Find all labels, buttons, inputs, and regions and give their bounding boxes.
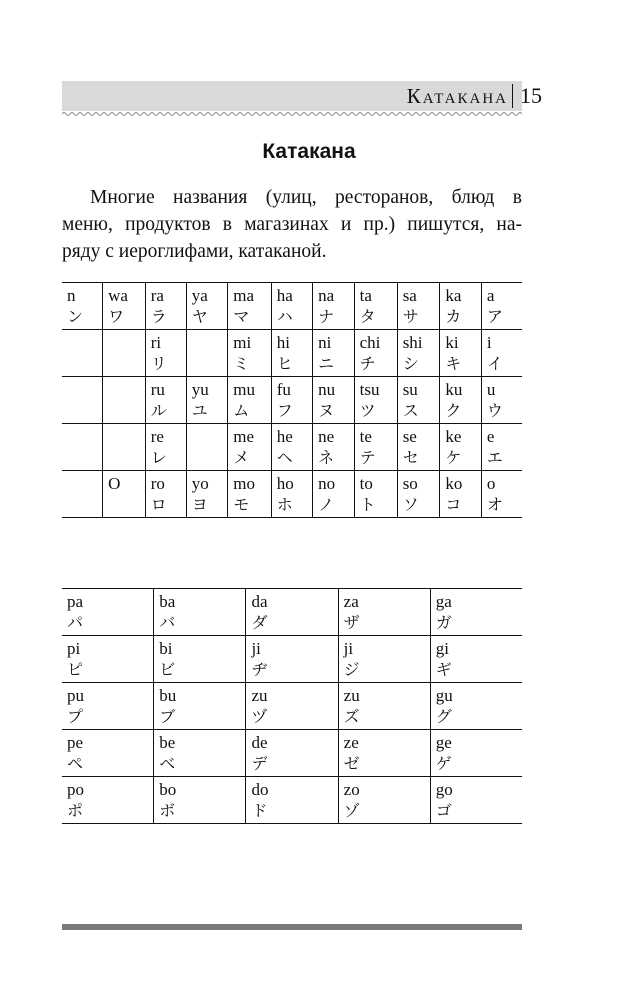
romaji-label: ke xyxy=(445,427,462,446)
table-row xyxy=(62,636,522,683)
kana-glyph: タ xyxy=(359,307,376,326)
kana-glyph: ダ xyxy=(251,613,268,632)
romaji-label: bu xyxy=(159,686,177,705)
kana-glyph: ヂ xyxy=(251,660,268,679)
romaji-label: ge xyxy=(435,733,452,752)
kana-cell xyxy=(186,283,227,330)
kana-glyph: ヒ xyxy=(276,354,293,373)
kana-cell xyxy=(440,377,481,424)
kana-glyph: グ xyxy=(435,707,452,726)
kana-cell xyxy=(228,283,271,330)
romaji-label: shi xyxy=(402,333,423,352)
table-row xyxy=(62,683,522,730)
romaji-label: yu xyxy=(191,380,209,399)
romaji-label: de xyxy=(251,733,268,752)
romaji-label: ze xyxy=(343,733,359,752)
kana-glyph: ホ xyxy=(276,495,293,514)
romaji-label: chi xyxy=(359,333,381,352)
romaji-label: ji xyxy=(343,639,354,658)
kana-cell xyxy=(338,730,430,777)
romaji-label: ru xyxy=(150,380,165,399)
romaji-label: ya xyxy=(191,286,208,305)
kana-cell xyxy=(271,283,312,330)
kana-cell xyxy=(313,424,354,471)
kana-glyph: セ xyxy=(402,448,419,467)
kana-cell xyxy=(145,377,186,424)
kana-cell xyxy=(145,330,186,377)
kana-cell xyxy=(62,589,154,636)
romaji-label: gu xyxy=(435,686,453,705)
kana-glyph: オ xyxy=(486,495,503,514)
kana-glyph: バ xyxy=(159,613,176,632)
kana-cell xyxy=(145,424,186,471)
kana-glyph: ヌ xyxy=(318,401,335,420)
romaji-label: bo xyxy=(159,780,177,799)
romaji-label: ku xyxy=(445,380,463,399)
header-wave-border xyxy=(62,111,522,117)
kana-glyph: サ xyxy=(402,307,419,326)
kana-glyph: リ xyxy=(150,354,167,373)
kana-cell xyxy=(354,377,397,424)
kana-glyph: ケ xyxy=(445,448,462,467)
kana-glyph: ワ xyxy=(108,307,125,326)
romaji-label: ji xyxy=(251,639,261,658)
kana-cell xyxy=(481,377,522,424)
table-row xyxy=(62,283,522,330)
romaji-label: mi xyxy=(233,333,252,352)
kana-glyph: ザ xyxy=(343,613,360,632)
kana-cell xyxy=(313,471,354,518)
romaji-label: re xyxy=(150,427,164,446)
romaji-label: n xyxy=(67,286,76,305)
kana-cell xyxy=(103,330,146,377)
romaji-label: sa xyxy=(402,286,417,305)
kana-glyph: ソ xyxy=(402,495,419,514)
kana-glyph: シ xyxy=(402,354,419,373)
paragraph-line: ряду с иероглифами, катаканой. xyxy=(62,241,327,262)
footer-rule xyxy=(62,924,522,930)
kana-glyph: モ xyxy=(233,495,250,514)
romaji-label: pi xyxy=(67,639,81,658)
kana-glyph: イ xyxy=(486,354,503,373)
kana-glyph: マ xyxy=(233,307,250,326)
romaji-label: ni xyxy=(318,333,332,352)
kana-cell xyxy=(154,730,246,777)
kana-glyph: ベ xyxy=(159,754,176,773)
kana-glyph: ラ xyxy=(150,307,167,326)
kana-cell xyxy=(62,283,103,330)
kana-cell xyxy=(271,377,312,424)
table-row xyxy=(62,424,522,471)
kana-cell xyxy=(430,589,522,636)
romaji-label: da xyxy=(251,592,268,611)
romaji-label: hi xyxy=(276,333,290,352)
kana-cell xyxy=(228,471,271,518)
running-header-section: Катакана xyxy=(406,84,508,108)
romaji-label: zu xyxy=(343,686,360,705)
header-separator xyxy=(512,84,513,108)
romaji-label: so xyxy=(402,474,418,493)
page-title: Катакана xyxy=(262,140,356,163)
kana-cell xyxy=(154,589,246,636)
kana-cell xyxy=(354,471,397,518)
romaji-label: wa xyxy=(108,286,128,305)
romaji-label: no xyxy=(318,474,336,493)
kana-glyph: ヘ xyxy=(276,448,293,467)
romaji-label: zu xyxy=(251,686,268,705)
romaji-label: u xyxy=(486,380,496,399)
romaji-label: gi xyxy=(435,639,449,658)
kana-cell xyxy=(186,377,227,424)
romaji-label: to xyxy=(359,474,373,493)
paragraph-line: меню, продуктов в магазинах и пр.) пишутся, на- xyxy=(62,214,522,235)
kana-glyph: コ xyxy=(445,495,462,514)
kana-cell xyxy=(228,377,271,424)
kana-glyph: ピ xyxy=(67,660,84,679)
kana-glyph: ス xyxy=(402,401,419,420)
romaji-label: na xyxy=(318,286,335,305)
kana-cell xyxy=(397,471,440,518)
kana-glyph: テ xyxy=(359,448,376,467)
kana-glyph: ビ xyxy=(159,660,176,679)
kana-glyph: デ xyxy=(251,754,268,773)
kana-glyph: フ xyxy=(276,401,293,420)
kana-cell xyxy=(154,683,246,730)
kana-glyph: ズ xyxy=(343,707,360,726)
kana-glyph: ゲ xyxy=(435,754,452,773)
kana-glyph: ポ xyxy=(67,801,84,820)
romaji-label: pa xyxy=(67,592,84,611)
kana-cell xyxy=(103,377,146,424)
romaji-label: ma xyxy=(233,286,255,305)
kana-cell xyxy=(338,589,430,636)
kana-glyph: ペ xyxy=(67,754,84,773)
romaji-label: zo xyxy=(343,780,360,799)
romaji-label: ki xyxy=(445,333,459,352)
kana-cell xyxy=(103,283,146,330)
romaji-label: se xyxy=(402,427,417,446)
kana-glyph: パ xyxy=(67,613,84,632)
kana-glyph: ゼ xyxy=(343,754,360,773)
kana-cell xyxy=(62,377,103,424)
kana-cell xyxy=(481,330,522,377)
kana-cell xyxy=(440,471,481,518)
kana-glyph: プ xyxy=(67,707,84,726)
kana-cell xyxy=(430,730,522,777)
romaji-label: ka xyxy=(445,286,462,305)
romaji-label: ra xyxy=(150,286,164,305)
page-number: 15 xyxy=(520,83,542,108)
katakana-voiced-table xyxy=(62,588,522,824)
kana-cell xyxy=(440,424,481,471)
kana-cell xyxy=(440,330,481,377)
romaji-label: O xyxy=(108,474,121,493)
kana-glyph: ク xyxy=(445,401,462,420)
kana-glyph: ガ xyxy=(435,613,452,632)
kana-glyph: ゾ xyxy=(343,801,360,820)
kana-cell xyxy=(271,424,312,471)
kana-cell xyxy=(354,283,397,330)
kana-glyph: メ xyxy=(233,448,250,467)
kana-glyph: ド xyxy=(251,801,268,820)
romaji-label: ri xyxy=(150,333,162,352)
kana-cell xyxy=(430,683,522,730)
kana-cell xyxy=(62,777,154,824)
kana-cell xyxy=(481,424,522,471)
table-row xyxy=(62,589,522,636)
kana-cell xyxy=(246,777,338,824)
romaji-label: pe xyxy=(67,733,84,752)
kana-cell xyxy=(246,683,338,730)
romaji-label: fu xyxy=(276,380,291,399)
romaji-label: ga xyxy=(435,592,452,611)
romaji-label: he xyxy=(276,427,293,446)
kana-cell xyxy=(338,777,430,824)
kana-cell xyxy=(313,283,354,330)
romaji-label: bi xyxy=(159,639,173,658)
kana-glyph: ヤ xyxy=(191,307,208,326)
romaji-label: o xyxy=(486,474,496,493)
katakana-basic-table xyxy=(62,282,522,518)
romaji-label: ne xyxy=(318,427,335,446)
kana-glyph: ム xyxy=(233,401,250,420)
table-row xyxy=(62,377,522,424)
kana-glyph: ブ xyxy=(159,707,176,726)
kana-glyph: カ xyxy=(445,307,462,326)
romaji-label: su xyxy=(402,380,418,399)
kana-cell xyxy=(228,424,271,471)
kana-glyph: チ xyxy=(359,354,376,373)
kana-cell xyxy=(354,424,397,471)
kana-glyph: ニ xyxy=(318,354,335,373)
kana-cell xyxy=(397,283,440,330)
romaji-label: za xyxy=(343,592,359,611)
kana-glyph: ボ xyxy=(159,801,176,820)
kana-cell xyxy=(228,330,271,377)
kana-cell xyxy=(246,730,338,777)
kana-cell xyxy=(145,471,186,518)
table-row xyxy=(62,471,522,518)
romaji-label: go xyxy=(435,780,453,799)
kana-glyph: ン xyxy=(67,307,84,326)
kana-glyph: ツ xyxy=(359,401,376,420)
kana-glyph: ル xyxy=(150,401,167,420)
romaji-label: me xyxy=(233,427,255,446)
romaji-label: ho xyxy=(276,474,294,493)
kana-glyph: ト xyxy=(359,495,376,514)
kana-cell xyxy=(62,471,103,518)
kana-glyph: ナ xyxy=(318,307,335,326)
romaji-label: be xyxy=(159,733,176,752)
romaji-label: e xyxy=(486,427,495,446)
kana-cell xyxy=(103,471,146,518)
kana-cell xyxy=(186,471,227,518)
kana-cell xyxy=(62,683,154,730)
kana-glyph: ヅ xyxy=(251,707,268,726)
kana-cell xyxy=(145,283,186,330)
intro-paragraph xyxy=(62,184,522,265)
kana-glyph: ミ xyxy=(233,354,250,373)
kana-glyph: ア xyxy=(486,307,503,326)
kana-cell xyxy=(62,424,103,471)
kana-glyph: ロ xyxy=(150,495,167,514)
romaji-label: ta xyxy=(359,286,372,305)
romaji-label: do xyxy=(251,780,269,799)
romaji-label: nu xyxy=(318,380,336,399)
kana-cell xyxy=(186,330,227,377)
romaji-label: te xyxy=(359,427,372,446)
kana-cell xyxy=(62,330,103,377)
kana-glyph: エ xyxy=(486,448,503,467)
romaji-label: pu xyxy=(67,686,84,705)
kana-cell xyxy=(186,424,227,471)
kana-cell xyxy=(338,683,430,730)
kana-cell xyxy=(397,424,440,471)
kana-cell xyxy=(338,636,430,683)
romaji-label: i xyxy=(486,333,492,352)
romaji-label: mu xyxy=(233,380,255,399)
kana-cell xyxy=(430,636,522,683)
romaji-label: ro xyxy=(150,474,165,493)
kana-glyph: レ xyxy=(150,448,167,467)
kana-glyph: ウ xyxy=(486,401,503,420)
paragraph-line: Многие названия (улиц, ресторанов, блюд в xyxy=(90,187,522,208)
kana-cell xyxy=(397,330,440,377)
romaji-label: ko xyxy=(445,474,463,493)
table-row xyxy=(62,730,522,777)
kana-cell xyxy=(313,377,354,424)
table-row xyxy=(62,777,522,824)
kana-glyph: ヨ xyxy=(191,495,208,514)
kana-cell xyxy=(481,471,522,518)
romaji-label: a xyxy=(486,286,495,305)
romaji-label: ba xyxy=(159,592,176,611)
kana-glyph: ハ xyxy=(276,307,293,326)
kana-cell xyxy=(103,424,146,471)
romaji-label: mo xyxy=(233,474,255,493)
kana-glyph: キ xyxy=(445,354,462,373)
kana-cell xyxy=(246,589,338,636)
kana-cell xyxy=(154,636,246,683)
romaji-label: ha xyxy=(276,286,293,305)
kana-glyph: ユ xyxy=(191,401,208,420)
kana-cell xyxy=(271,330,312,377)
kana-cell xyxy=(440,283,481,330)
kana-cell xyxy=(154,777,246,824)
romaji-label: po xyxy=(67,780,84,799)
romaji-label: tsu xyxy=(359,380,380,399)
kana-cell xyxy=(271,471,312,518)
kana-cell xyxy=(397,377,440,424)
kana-cell xyxy=(430,777,522,824)
kana-glyph: ギ xyxy=(435,660,452,679)
kana-glyph: ネ xyxy=(318,448,335,467)
kana-cell xyxy=(313,330,354,377)
kana-cell xyxy=(354,330,397,377)
romaji-label: yo xyxy=(191,474,209,493)
kana-cell xyxy=(62,636,154,683)
kana-glyph: ノ xyxy=(318,495,335,514)
kana-glyph: ゴ xyxy=(435,801,452,820)
kana-cell xyxy=(246,636,338,683)
kana-cell xyxy=(62,730,154,777)
table-row xyxy=(62,330,522,377)
kana-cell xyxy=(481,283,522,330)
kana-glyph: ジ xyxy=(343,660,360,679)
